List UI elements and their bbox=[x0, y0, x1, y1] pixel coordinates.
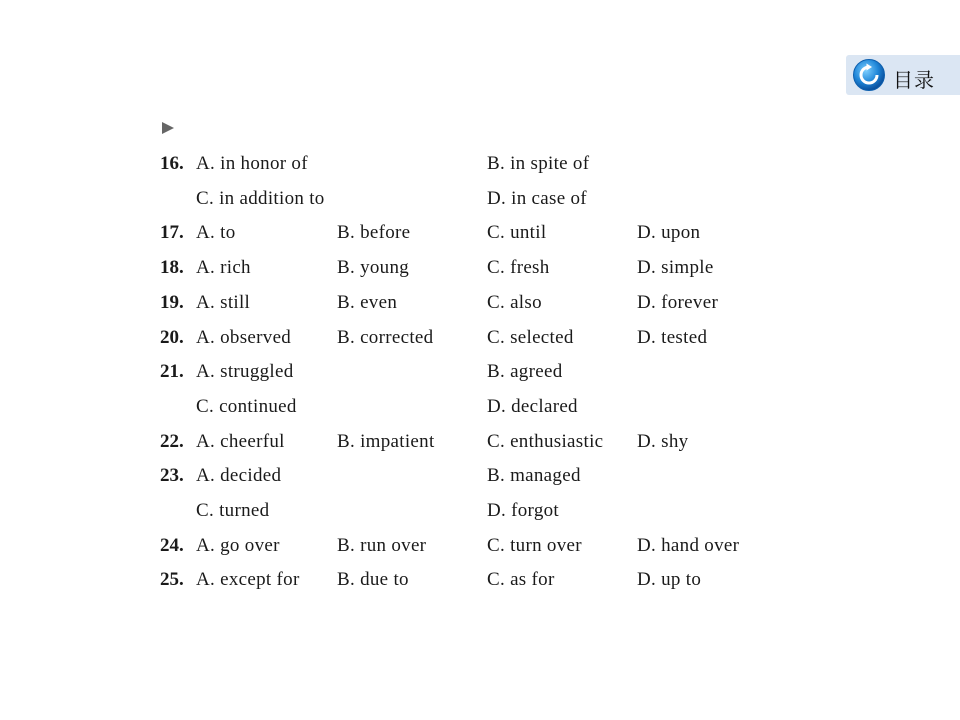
question-number: 23. bbox=[160, 465, 184, 487]
option-b: B. young bbox=[337, 257, 410, 279]
option-second: B. in spite of bbox=[487, 153, 590, 174]
question-number: 18. bbox=[160, 257, 184, 279]
option-first: A. except for bbox=[196, 569, 300, 591]
question-row bbox=[0, 323, 960, 353]
option-b: B. run over bbox=[337, 534, 427, 556]
option-second: B. agreed bbox=[487, 361, 563, 383]
question-row bbox=[0, 461, 960, 491]
option-b: B. due to bbox=[337, 569, 409, 591]
option-second: D. declared bbox=[487, 395, 578, 417]
question-row bbox=[0, 565, 960, 595]
option-c: C. fresh bbox=[487, 257, 550, 279]
question-number: 19. bbox=[160, 291, 184, 313]
option-c: C. turn over bbox=[487, 534, 582, 556]
question-row bbox=[0, 149, 960, 179]
question-number: 22. bbox=[160, 430, 184, 452]
toc-label: 目录 bbox=[893, 68, 935, 92]
option-first: C. in addition to bbox=[196, 187, 325, 209]
option-first: A. still bbox=[196, 291, 251, 313]
option-c: C. as for bbox=[487, 569, 555, 591]
option-b: B. even bbox=[337, 291, 398, 313]
option-first: A. to bbox=[196, 222, 236, 244]
option-c: C. until bbox=[487, 222, 547, 244]
question-row bbox=[0, 531, 960, 561]
option-second: D. in case of bbox=[487, 187, 587, 209]
option-c: C. selected bbox=[487, 326, 574, 348]
question-row bbox=[0, 357, 960, 387]
option-d: D. forever bbox=[637, 291, 719, 313]
option-d: D. hand over bbox=[637, 534, 740, 556]
question-row bbox=[0, 218, 960, 248]
option-b: B. corrected bbox=[337, 326, 434, 348]
option-b: B. impatient bbox=[337, 430, 435, 452]
question-number: 25. bbox=[160, 569, 184, 591]
option-first: A. decided bbox=[196, 465, 282, 487]
option-first: A. observed bbox=[196, 326, 292, 348]
question-number: 16. bbox=[160, 153, 184, 174]
option-d: D. up to bbox=[637, 569, 702, 591]
option-c: C. also bbox=[487, 291, 542, 313]
option-first: C. turned bbox=[196, 500, 270, 521]
option-d: D. upon bbox=[637, 222, 701, 244]
option-d: D. tested bbox=[637, 326, 708, 348]
question-number: 20. bbox=[160, 326, 184, 348]
option-first: C. continued bbox=[196, 395, 297, 417]
option-d: D. shy bbox=[637, 430, 689, 452]
question-number: 24. bbox=[160, 534, 184, 556]
question-number: 17. bbox=[160, 222, 184, 244]
question-row bbox=[0, 288, 960, 318]
option-first: A. in honor of bbox=[196, 153, 308, 174]
option-first: A. cheerful bbox=[196, 430, 285, 452]
option-second: B. managed bbox=[487, 465, 581, 487]
question-number: 21. bbox=[160, 361, 184, 383]
question-row bbox=[0, 496, 960, 526]
question-row bbox=[0, 253, 960, 283]
option-c: C. enthusiastic bbox=[487, 430, 604, 452]
option-first: A. rich bbox=[196, 257, 251, 279]
option-b: B. before bbox=[337, 222, 411, 244]
option-first: A. go over bbox=[196, 534, 280, 556]
question-row bbox=[0, 392, 960, 422]
question-row bbox=[0, 427, 960, 457]
option-first: A. struggled bbox=[196, 361, 294, 383]
option-second: D. forgot bbox=[487, 500, 560, 521]
option-d: D. simple bbox=[637, 257, 714, 279]
question-row bbox=[0, 184, 960, 214]
